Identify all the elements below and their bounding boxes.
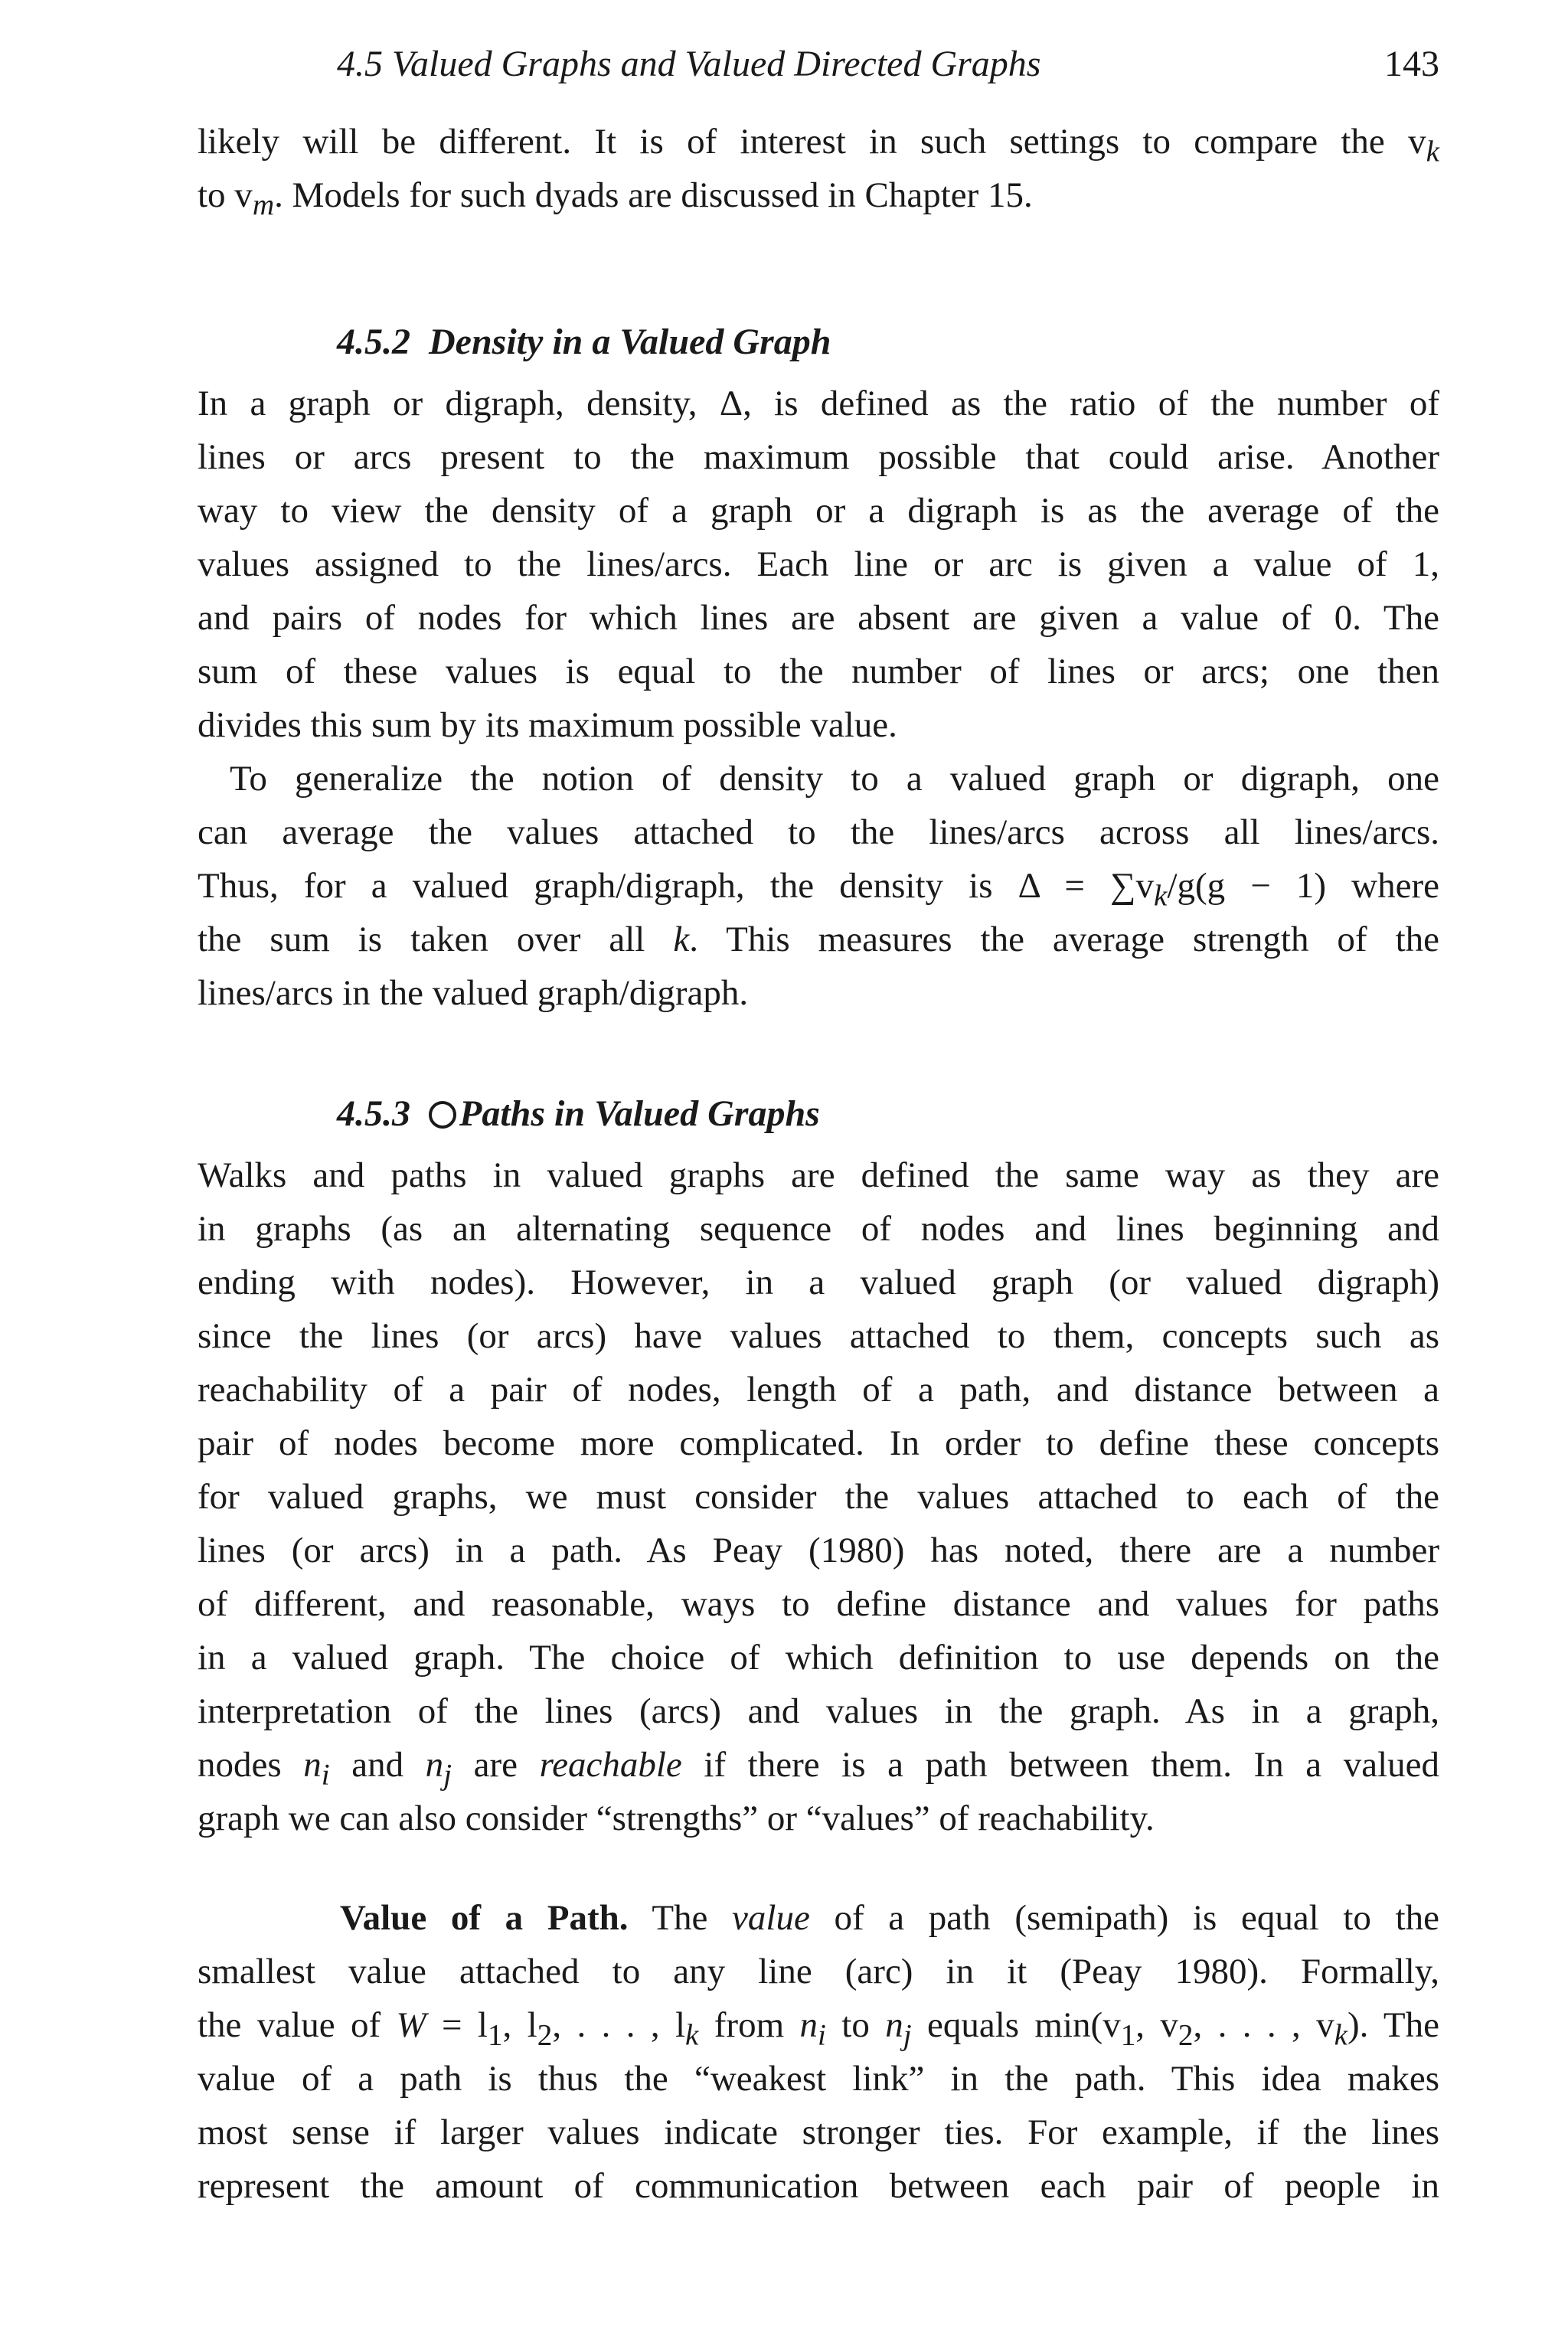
text-line: smallest value attached to any line (arc) in it (Peay 1980). Formally, <box>198 1952 1439 1991</box>
text-line: way to view the density of a graph or a digraph is as the average of the <box>198 491 1439 531</box>
text-line: most sense if larger values indicate stronger ties. For example, if the lines <box>198 2112 1439 2152</box>
density-paragraph-2 <box>198 752 1439 1020</box>
text-line: interpretation of the lines (arcs) and values in the graph. As in a graph, <box>198 1691 1439 1731</box>
running-head <box>337 34 1439 103</box>
text-line: To generalize the notion of density to a valued graph or digraph, one <box>230 759 1439 799</box>
text-line: Value of a Path. The value of a path (semipath) is equal to the <box>340 1898 1439 1938</box>
text-line: in graphs (as an alternating sequence of nodes and lines beginning and <box>198 1209 1439 1249</box>
section-heading-4-5-2: 4.5.2 Density in a Valued Graph <box>337 322 831 362</box>
text-line: represent the amount of communication between each pair of people in <box>198 2166 1439 2206</box>
text-line: divides this sum by its maximum possible value. <box>198 705 897 745</box>
paths-paragraph <box>198 1148 1439 1845</box>
run-in-heading: Value of a Path. <box>340 1898 629 1938</box>
text-line: for valued graphs, we must consider the values attached to each of the <box>198 1477 1439 1517</box>
text-line: likely will be different. It is of interest in such settings to compare the $v_k$ <box>198 122 1439 168</box>
text-line: lines/arcs in the valued graph/digraph. <box>198 973 749 1013</box>
text-line: ending with nodes). However, in a valued graph (or valued digraph) <box>198 1263 1439 1302</box>
text-line: In a graph or digraph, density, Δ, is defined as the ratio of the number of <box>198 384 1439 423</box>
text-line: nodes $n_i$ and $n_j$ are reachable if there is a path between them. In a valued <box>198 1745 1440 1792</box>
text-line: lines (or arcs) in a path. As Peay (1980) has noted, there are a number <box>198 1531 1439 1570</box>
advanced-section-circle-icon <box>429 1101 456 1129</box>
text-line: of different, and reasonable, ways to define distance and values for paths <box>198 1584 1439 1624</box>
text-line: can average the values attached to the lines/arcs across all lines/arcs. <box>198 812 1439 852</box>
text-line: graph we can also consider “strengths” or “values” of reachability. <box>198 1799 1155 1838</box>
text-line: values assigned to the lines/arcs. Each line or arc is given a value of 1, <box>198 544 1439 584</box>
text-line: to $v_m$. Models for such dyads are discussed in Chapter 15. <box>198 175 1033 222</box>
value-of-path-paragraph <box>198 1891 1439 2213</box>
text-line: Walks and paths in valued graphs are defined the same way as they are <box>198 1155 1439 1195</box>
text-line: sum of these values is equal to the number of lines or arcs; one then <box>198 652 1439 691</box>
text-line: since the lines (or arcs) have values attached to them, concepts such as <box>198 1316 1439 1356</box>
text-line: lines or arcs present to the maximum possible that could arise. Another <box>198 437 1439 477</box>
running-title: 4.5 Valued Graphs and Valued Directed Graphs <box>337 44 1041 84</box>
text-line: value of a path is thus the “weakest link” in the path. This idea makes <box>198 2059 1439 2099</box>
path-formula-line: the value of $W = l_1$, $l_2$, . . . , $l_k$ from $n_i$ to $n_j$ equals $\min(v_1$, $v_2$, . . . , $v_k$). The <box>198 2005 1439 2052</box>
intro-paragraph <box>198 115 1439 222</box>
density-formula-line: Thus, for a valued graph/digraph, the density is $\Delta = \sum v_k/g(g - 1)$ where <box>198 866 1440 913</box>
density-paragraph-1 <box>198 377 1439 752</box>
section-heading-4-5-3: 4.5.3 Paths in Valued Graphs <box>337 1093 820 1134</box>
text-line: the sum is taken over all k. This measures the average strength of the <box>198 920 1439 959</box>
text-line: and pairs of nodes for which lines are absent are given a value of 0. The <box>198 598 1439 638</box>
page-number: 143 <box>1384 44 1439 84</box>
text-line: reachability of a pair of nodes, length of a path, and distance between a <box>198 1370 1439 1410</box>
text-line: in a valued graph. The choice of which definition to use depends on the <box>198 1638 1439 1678</box>
text-line: pair of nodes become more complicated. In order to define these concepts <box>198 1423 1439 1463</box>
